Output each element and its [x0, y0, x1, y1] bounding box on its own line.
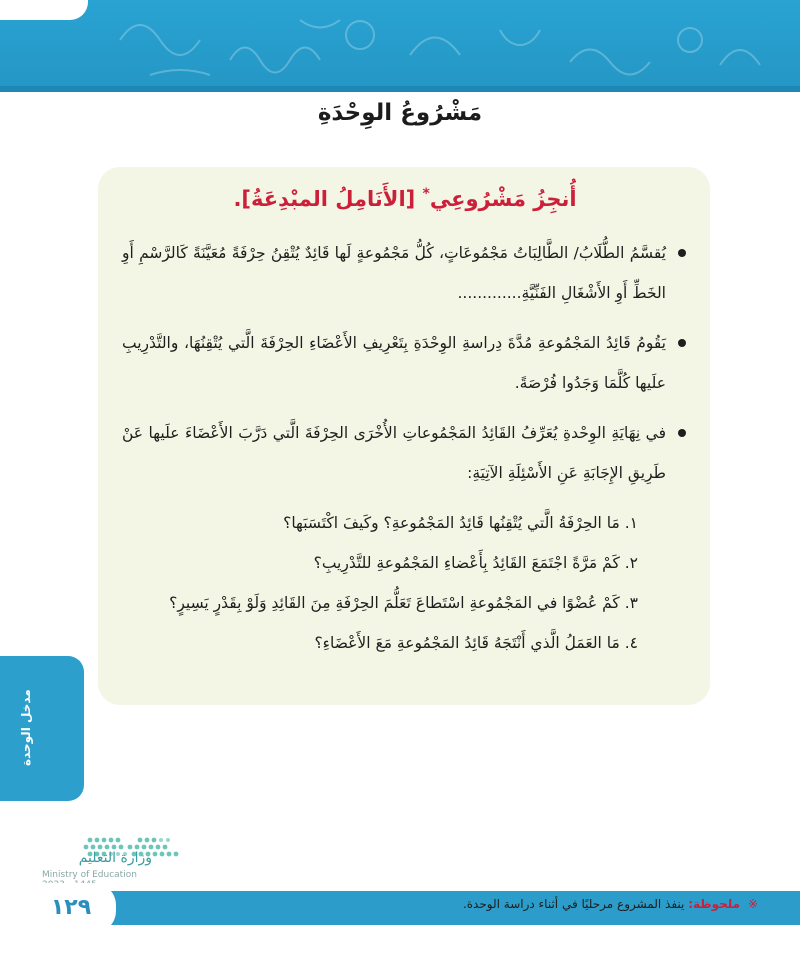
ministry-name-arabic: وزارة التعليم [78, 850, 152, 866]
bullet-text: يَقُومُ قَائِدُ المَجْمُوعةِ مُدَّةَ دِراسةِ الوِحْدَةِ بِتَعْرِيفِ الأَعْضَاءِ الحِرْفَةَ الَّتي يُتْقِنُهَا، والتَّدْرِيبِ علَيها كُلَّمَا وَجَدُوا فُرْصَةً. [122, 334, 666, 393]
question-list [122, 503, 688, 663]
ministry-name-english-line: Ministry of Education [42, 870, 137, 880]
question-item: ٣. كَمْ عُضْوًا في المَجْمُوعةِ اسْتَطاعَ تَعَلُّمَ الحِرْفَةِ مِنَ القَائِدِ وَلَوْ بِقَدْرٍ يَسِيرٍ؟ [169, 594, 638, 613]
footnote-label: ملحوظة: [688, 897, 741, 911]
bullet-text: في نِهَايَةِ الوِحْدةِ يُعَرِّفُ القَائِدُ المَجْمُوعاتِ الأُخْرَى الحِرْفَةَ الَّتي دَرَّبَ الأَعْضَاءَ علَيها عَنْ طَرِيقِ الإِجَابَةِ عَنِ الأَسْئِلَةِ الآتِيَةِ: [122, 424, 666, 483]
question-item: ١. مَا الحِرْفَةُ الَّتي يُتْقِنُها قَائِدُ المَجْمُوعةِ؟ وكَيفَ اكْتَسَبَها؟ [283, 514, 638, 533]
question-item: ٤. مَا العَمَلُ الَّذي أَنْتَجَهُ قَائِدُ المَجْمُوعةِ مَعَ الأَعْضَاءِ؟ [314, 634, 638, 653]
page-number: ١٢٩ [50, 895, 92, 920]
bullet-text: يُقسَّمُ الطُّلَابُ/ الطَّالِبَاتُ مَجْمُوعَاتٍ، كُلُّ مَجْمُوعةٍ لَها قَائِدٌ يُتْقِنُ حِرْفَةً مُعَيَّنَةً كَالرَّسْمِ أَوِ الخَطِّ أَوِ الأَشْغَالِ الفَنِّيَّةِ............. [122, 244, 666, 303]
footnote [463, 897, 758, 911]
footnote-star-icon: ※ [747, 897, 758, 911]
project-heading [122, 185, 688, 213]
footnote-text: ينفذ المشروع مرحليًا في أثناء دراسة الوحدة. [462, 897, 685, 911]
bullet-item [122, 413, 688, 493]
bullet-dot-icon [678, 429, 686, 437]
banner-bottom-strip [0, 86, 800, 92]
banner-pattern [0, 0, 800, 92]
project-heading-name: [الأَنَامِلُ المبْدِعَةُ]. [233, 187, 416, 211]
project-card [98, 167, 710, 705]
question-item: ٢. كَمْ مَرَّةً اجْتَمَعَ القَائِدُ بِأَعْضاءِ المَجْمُوعةِ للتَّدْرِيبِ؟ [313, 554, 638, 573]
project-heading-prefix: أُنجِزُ مَشْرُوعِي [429, 187, 577, 211]
bullet-item [122, 323, 688, 403]
bullet-dot-icon [678, 249, 686, 257]
top-banner [0, 0, 800, 92]
side-tab-label: مدخل الوحدة [19, 689, 33, 767]
bullet-item [122, 233, 688, 313]
footnote-star: * [422, 186, 430, 202]
unit-title: مَشْرُوعُ الوِحْدَةِ [317, 100, 483, 126]
page-bottom-margin [0, 925, 800, 958]
bullet-dot-icon [678, 339, 686, 347]
banner-corner [0, 0, 88, 20]
side-tab [0, 656, 84, 801]
